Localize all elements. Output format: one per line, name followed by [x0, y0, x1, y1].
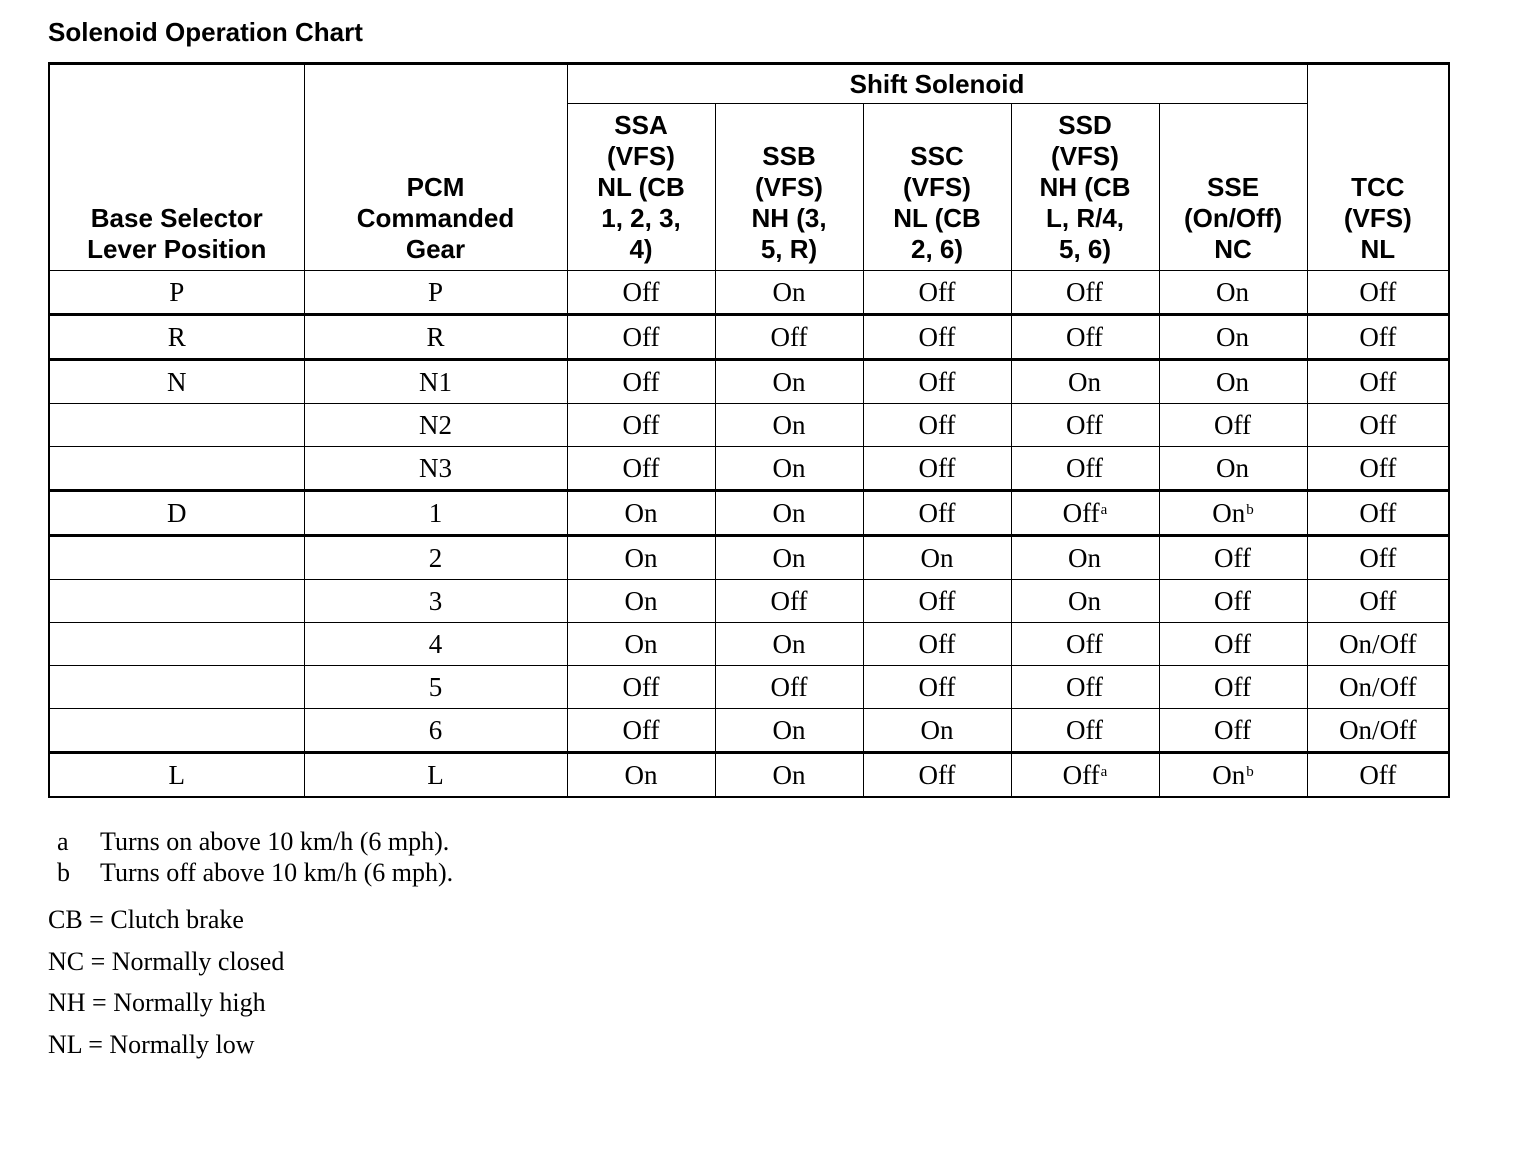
cell-gear — [304, 666, 567, 709]
cell-ssb — [715, 709, 863, 753]
cell-value: Off — [622, 410, 660, 440]
cell-ssc — [863, 623, 1011, 666]
cell-value: Off — [1359, 367, 1397, 397]
cell-value: On — [1068, 586, 1101, 616]
cell-value: Off — [1214, 410, 1252, 440]
cell-value: Off — [1214, 672, 1252, 702]
cell-ssa — [567, 666, 715, 709]
table-row — [49, 491, 1449, 536]
cell-sse — [1159, 580, 1307, 623]
cell-value: P — [427, 277, 444, 307]
cell-value: Off — [1066, 453, 1103, 483]
cell-value: On — [772, 367, 806, 397]
cell-value: On — [624, 498, 658, 528]
cell-position — [49, 709, 304, 753]
cell-value: Off — [1359, 498, 1397, 528]
footnote-item — [48, 857, 453, 888]
cell-ssb — [715, 271, 863, 315]
footnote-reference: b — [1246, 764, 1254, 780]
cell-ssc — [863, 709, 1011, 753]
cell-value: Off — [1062, 760, 1100, 790]
cell-tcc — [1307, 271, 1449, 315]
cell-ssa — [567, 491, 715, 536]
cell-tcc — [1307, 404, 1449, 447]
cell-ssa — [567, 404, 715, 447]
cell-sse — [1159, 447, 1307, 491]
cell-sse — [1159, 271, 1307, 315]
cell-ssa — [567, 360, 715, 404]
footnote-mark: a — [57, 827, 69, 856]
cell-ssa — [567, 580, 715, 623]
cell-sse — [1159, 360, 1307, 404]
cell-gear — [304, 623, 567, 666]
cell-tcc — [1307, 360, 1449, 404]
column-header-ssb: SSB (VFS) NH (3, 5, R) — [715, 104, 863, 271]
abbreviation-nc: NC = Normally closed — [48, 946, 285, 976]
cell-tcc — [1307, 536, 1449, 580]
cell-ssd — [1011, 753, 1159, 798]
cell-ssd — [1011, 447, 1159, 491]
cell-ssd — [1011, 360, 1159, 404]
cell-value: Off — [1214, 629, 1252, 659]
cell-value: Off — [622, 453, 660, 483]
cell-value: On — [1216, 367, 1250, 397]
footnotes — [48, 826, 453, 888]
cell-tcc — [1307, 580, 1449, 623]
cell-value: Off — [1066, 672, 1103, 702]
cell-value: Off — [622, 715, 660, 745]
cell-value: On — [1068, 367, 1101, 397]
cell-ssb — [715, 753, 863, 798]
cell-sse — [1159, 709, 1307, 753]
column-header-sse: SSE (On/Off) NC — [1159, 104, 1307, 271]
cell-sse — [1159, 536, 1307, 580]
cell-ssd — [1011, 404, 1159, 447]
cell-ssb — [715, 666, 863, 709]
cell-ssc — [863, 447, 1011, 491]
cell-value: On — [1216, 322, 1250, 352]
footnote-reference: a — [1100, 502, 1108, 518]
cell-value: Off — [622, 277, 660, 307]
column-header-ssd: SSD (VFS) NH (CB L, R/4, 5, 6) — [1011, 104, 1159, 271]
cell-position — [49, 753, 304, 798]
cell-value: On — [772, 498, 806, 528]
cell-value: Off — [918, 629, 956, 659]
cell-position — [49, 580, 304, 623]
cell-position — [49, 315, 304, 360]
cell-ssb — [715, 491, 863, 536]
cell-ssc — [863, 536, 1011, 580]
cell-sse — [1159, 491, 1307, 536]
cell-ssb — [715, 623, 863, 666]
table-row — [49, 623, 1449, 666]
abbreviation-nh: NH = Normally high — [48, 988, 266, 1017]
column-header-ssc: SSC (VFS) NL (CB 2, 6) — [863, 104, 1011, 271]
footnote-text: Turns on above 10 km/h (6 mph). — [100, 827, 450, 856]
cell-value: Off — [1214, 586, 1252, 616]
cell-value: On — [624, 543, 658, 573]
cell-tcc — [1307, 491, 1449, 536]
cell-ssb — [715, 404, 863, 447]
cell-value: Off — [1214, 543, 1252, 573]
cell-value: On — [772, 629, 806, 659]
cell-value: D — [167, 498, 187, 528]
cell-tcc — [1307, 666, 1449, 709]
cell-ssa — [567, 536, 715, 580]
column-header-tcc: TCC (VFS) NL — [1307, 64, 1449, 271]
cell-ssd — [1011, 271, 1159, 315]
cell-value: On — [1216, 453, 1250, 483]
cell-gear — [304, 536, 567, 580]
cell-value: On — [1212, 760, 1246, 790]
cell-ssd — [1011, 491, 1159, 536]
cell-value: Off — [918, 672, 956, 702]
cell-value: Off — [1359, 453, 1397, 483]
table-row — [49, 536, 1449, 580]
cell-gear — [304, 580, 567, 623]
cell-value: N3 — [419, 453, 452, 483]
column-header-gear: PCM Commanded Gear — [304, 64, 567, 271]
cell-ssa — [567, 447, 715, 491]
cell-value: Off — [1066, 629, 1103, 659]
cell-position — [49, 536, 304, 580]
cell-value: Off — [918, 367, 956, 397]
cell-value: Off — [770, 672, 808, 702]
cell-ssd — [1011, 536, 1159, 580]
cell-ssb — [715, 536, 863, 580]
cell-sse — [1159, 623, 1307, 666]
cell-value: On/Off — [1339, 629, 1417, 659]
cell-value: On — [772, 410, 806, 440]
cell-tcc — [1307, 315, 1449, 360]
cell-value: On — [624, 629, 658, 659]
column-header-ssa: SSA (VFS) NL (CB 1, 2, 3, 4) — [567, 104, 715, 271]
cell-ssb — [715, 580, 863, 623]
table-row — [49, 580, 1449, 623]
cell-value: Off — [1359, 277, 1397, 307]
cell-value: On — [772, 453, 806, 483]
cell-value: On — [772, 277, 806, 307]
cell-value: Off — [1066, 715, 1103, 745]
cell-ssb — [715, 360, 863, 404]
table-row — [49, 271, 1449, 315]
cell-value: Off — [1066, 322, 1103, 352]
cell-value: Off — [1066, 277, 1103, 307]
cell-value: Off — [918, 453, 956, 483]
cell-value: Off — [622, 672, 660, 702]
cell-value: Off — [1062, 498, 1100, 528]
cell-gear — [304, 404, 567, 447]
cell-gear — [304, 447, 567, 491]
cell-gear — [304, 271, 567, 315]
cell-value: On — [624, 586, 658, 616]
cell-ssa — [567, 753, 715, 798]
cell-position — [49, 271, 304, 315]
cell-ssa — [567, 271, 715, 315]
footnote-item — [48, 826, 453, 857]
cell-gear — [304, 753, 567, 798]
cell-value: On — [772, 760, 806, 790]
cell-value: On — [772, 543, 806, 573]
footnote-mark: b — [57, 858, 70, 887]
table-row — [49, 360, 1449, 404]
cell-value: On — [920, 715, 954, 745]
cell-value: On — [920, 543, 954, 573]
cell-value: On — [772, 715, 806, 745]
table-row — [49, 315, 1449, 360]
cell-value: Off — [1359, 322, 1397, 352]
cell-ssd — [1011, 580, 1159, 623]
cell-gear — [304, 709, 567, 753]
cell-position — [49, 623, 304, 666]
cell-value: Off — [770, 586, 808, 616]
cell-sse — [1159, 666, 1307, 709]
cell-value: N1 — [419, 367, 452, 397]
cell-value: Off — [1359, 410, 1397, 440]
cell-tcc — [1307, 709, 1449, 753]
table-row — [49, 753, 1449, 798]
cell-value: L — [168, 760, 185, 790]
cell-position — [49, 491, 304, 536]
cell-value: Off — [1359, 543, 1397, 573]
cell-position — [49, 404, 304, 447]
table-row — [49, 404, 1449, 447]
cell-value: Off — [918, 586, 956, 616]
abbreviation-nl: NL = Normally low — [48, 1029, 255, 1059]
cell-ssc — [863, 580, 1011, 623]
page-title: Solenoid Operation Chart — [48, 17, 363, 47]
cell-ssd — [1011, 623, 1159, 666]
cell-ssc — [863, 404, 1011, 447]
cell-ssa — [567, 623, 715, 666]
cell-value: Off — [918, 410, 956, 440]
footnote-reference: a — [1100, 764, 1108, 780]
cell-value: N2 — [419, 410, 452, 440]
cell-ssc — [863, 491, 1011, 536]
footnote-reference: b — [1246, 502, 1254, 518]
cell-ssc — [863, 360, 1011, 404]
cell-tcc — [1307, 447, 1449, 491]
cell-value: Off — [918, 322, 956, 352]
cell-value: Off — [1359, 760, 1397, 790]
cell-value: Off — [918, 760, 956, 790]
cell-value: Off — [1359, 586, 1397, 616]
group-header-shift-solenoid: Shift Solenoid — [567, 64, 1307, 104]
cell-ssa — [567, 709, 715, 753]
abbreviation-list — [48, 902, 284, 1068]
cell-ssc — [863, 271, 1011, 315]
cell-tcc — [1307, 753, 1449, 798]
cell-ssd — [1011, 315, 1159, 360]
cell-value: 6 — [428, 715, 443, 745]
cell-position — [49, 447, 304, 491]
cell-position — [49, 666, 304, 709]
cell-value: 1 — [428, 498, 443, 528]
cell-ssd — [1011, 666, 1159, 709]
table-row — [49, 709, 1449, 753]
cell-sse — [1159, 753, 1307, 798]
cell-value: 2 — [428, 543, 443, 573]
cell-sse — [1159, 315, 1307, 360]
cell-value: Off — [918, 498, 956, 528]
cell-tcc — [1307, 623, 1449, 666]
cell-value: Off — [1066, 410, 1103, 440]
cell-value: On/Off — [1339, 715, 1417, 745]
footnote-text: Turns off above 10 km/h (6 mph). — [100, 858, 454, 887]
cell-gear — [304, 315, 567, 360]
cell-value: Off — [1214, 715, 1252, 745]
cell-value: On — [1068, 543, 1101, 573]
table-row — [49, 447, 1449, 491]
table-body — [49, 271, 1449, 798]
cell-value: 5 — [428, 672, 443, 702]
cell-value: On — [1212, 498, 1246, 528]
cell-ssc — [863, 666, 1011, 709]
cell-gear — [304, 360, 567, 404]
cell-value: R — [426, 322, 445, 352]
cell-value: On — [1216, 277, 1250, 307]
cell-value: R — [167, 322, 186, 352]
cell-value: Off — [622, 367, 660, 397]
cell-value: 4 — [428, 629, 443, 659]
cell-value: P — [169, 277, 185, 307]
solenoid-operation-table — [48, 62, 1450, 798]
cell-ssb — [715, 447, 863, 491]
cell-ssc — [863, 753, 1011, 798]
column-header-position: Base Selector Lever Position — [49, 64, 304, 271]
cell-ssc — [863, 315, 1011, 360]
cell-value: 3 — [428, 586, 443, 616]
cell-value: On/Off — [1339, 672, 1417, 702]
cell-ssd — [1011, 709, 1159, 753]
abbreviation-cb: CB = Clutch brake — [48, 905, 244, 934]
cell-ssb — [715, 315, 863, 360]
cell-ssa — [567, 315, 715, 360]
cell-sse — [1159, 404, 1307, 447]
table-row — [49, 666, 1449, 709]
cell-value: Off — [622, 322, 660, 352]
cell-value: N — [167, 367, 187, 397]
cell-gear — [304, 491, 567, 536]
cell-value: On — [624, 760, 658, 790]
cell-value: Off — [770, 322, 808, 352]
cell-position — [49, 360, 304, 404]
cell-value: Off — [918, 277, 956, 307]
cell-value: L — [427, 760, 444, 790]
